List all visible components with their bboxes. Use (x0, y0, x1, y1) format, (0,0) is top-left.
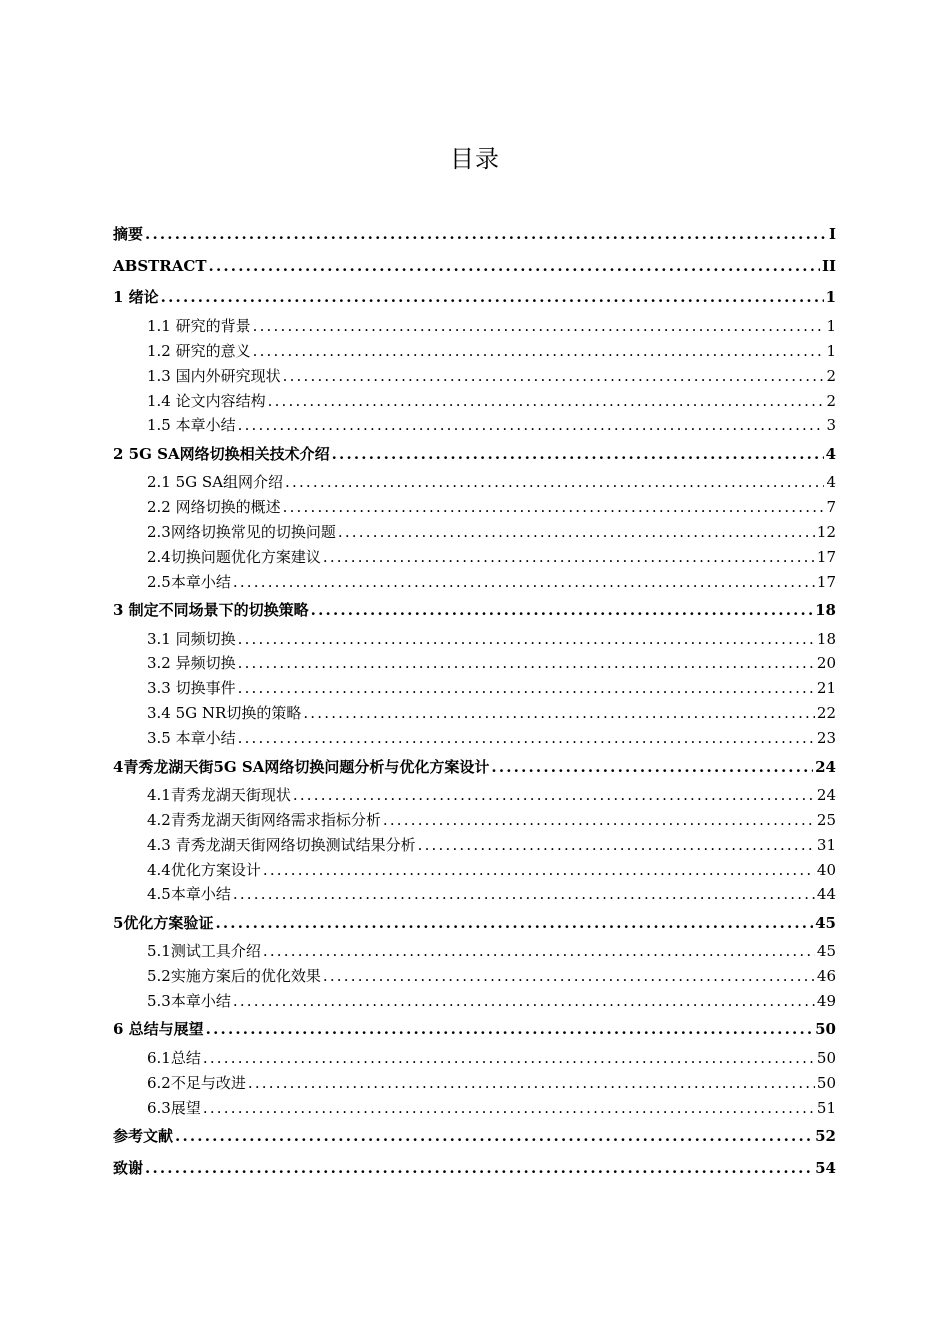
toc-leader (323, 546, 815, 568)
toc-page-number: 2 (826, 392, 836, 410)
toc-entry-label: 6.3展望 (147, 1099, 201, 1117)
toc-entry-label: 致谢 (113, 1159, 144, 1177)
toc-page-number: 18 (815, 601, 836, 619)
toc-entry[interactable] (113, 1125, 836, 1147)
toc-entry[interactable] (147, 883, 836, 905)
toc-page-number: 1 (825, 288, 836, 306)
toc-page-number: I (828, 225, 836, 243)
toc-entry-label: 2.5本章小结 (147, 573, 231, 591)
toc-entry[interactable] (147, 702, 836, 724)
toc-leader (293, 784, 815, 806)
toc-entry-label: 1.3 国内外研究现状 (147, 367, 281, 385)
toc-page-number: 45 (815, 914, 836, 932)
toc-leader (248, 1072, 815, 1094)
toc-leader (253, 340, 825, 362)
toc-entry-label: 2.4切换问题优化方案建议 (147, 548, 321, 566)
toc-page-number: 22 (816, 704, 836, 722)
toc-entry[interactable] (147, 859, 836, 881)
toc-leader (238, 414, 825, 436)
toc-page-number: 7 (826, 498, 836, 516)
toc-page-number: 21 (816, 679, 836, 697)
toc-page-number: 1 (826, 317, 836, 335)
toc-page-number: 50 (815, 1020, 836, 1038)
toc-entry[interactable] (147, 365, 836, 387)
toc-entry[interactable] (113, 912, 836, 934)
toc-entry-label: ABSTRACT (113, 257, 207, 275)
toc-page-number: 12 (816, 523, 836, 541)
toc-page-number: 25 (816, 811, 836, 829)
toc-leader (283, 365, 825, 387)
toc-entry-label: 3.5 本章小结 (147, 729, 236, 747)
toc-page-number: 45 (816, 942, 836, 960)
page-title: 目录 (450, 145, 500, 173)
toc-entry[interactable] (147, 834, 836, 856)
toc-page-number: 24 (815, 758, 836, 776)
toc-leader (209, 255, 820, 277)
toc-entry[interactable] (147, 940, 836, 962)
toc-leader (263, 859, 815, 881)
toc-page-number: 50 (816, 1049, 836, 1067)
toc-leader (238, 652, 815, 674)
toc-entry[interactable] (113, 1018, 836, 1040)
toc-entry[interactable] (147, 496, 836, 518)
toc-entry-label: 3 制定不同场景下的切换策略 (113, 601, 309, 619)
toc-entry[interactable] (147, 315, 836, 337)
toc-entry[interactable] (113, 286, 836, 308)
toc-entry-label: 5.3本章小结 (147, 992, 231, 1010)
toc-leader (206, 1018, 813, 1040)
toc-leader (238, 677, 815, 699)
toc-entry[interactable] (147, 1072, 836, 1094)
toc-entry-label: 2.2 网络切换的概述 (147, 498, 281, 516)
toc-page-number: 4 (826, 473, 836, 491)
toc-entry-label: 4.2青秀龙湖天街网络需求指标分析 (147, 811, 381, 829)
toc-leader (323, 965, 815, 987)
toc-entry-label: 3.4 5G NR切换的策略 (147, 704, 302, 722)
toc-leader (238, 628, 815, 650)
toc-page-number: 23 (816, 729, 836, 747)
toc-leader (145, 223, 827, 245)
toc-entry-label: 2.1 5G SA组网介绍 (147, 473, 284, 491)
toc-entry-label: 5.1测试工具介绍 (147, 942, 261, 960)
toc-leader (238, 727, 815, 749)
toc-page-number: 20 (816, 654, 836, 672)
toc-leader (283, 496, 825, 518)
toc-leader (491, 756, 813, 778)
toc-leader (145, 1157, 813, 1179)
toc-entry[interactable] (113, 599, 836, 621)
toc-page-number: 2 (826, 367, 836, 385)
toc-entry-label: 6.1总结 (147, 1049, 201, 1067)
toc-leader (418, 834, 815, 856)
toc-entry[interactable] (113, 1157, 836, 1179)
toc-page-number: 31 (816, 836, 836, 854)
toc-entry-label: 6.2不足与改进 (147, 1074, 246, 1092)
toc-entry-label: 3.2 异频切换 (147, 654, 236, 672)
toc-page-number: 3 (826, 416, 836, 434)
toc-entry-label: 6 总结与展望 (113, 1020, 204, 1038)
toc-leader (285, 471, 824, 493)
toc-entry[interactable] (147, 414, 836, 436)
toc-leader (161, 286, 824, 308)
toc-leader (233, 990, 815, 1012)
toc-page-number: 46 (816, 967, 836, 985)
toc-entry[interactable] (147, 784, 836, 806)
toc-entry[interactable] (147, 809, 836, 831)
toc-leader (233, 883, 815, 905)
toc-entry-label: 2 5G SA网络切换相关技术介绍 (113, 445, 330, 463)
toc-entry[interactable] (147, 1097, 836, 1119)
toc-entry-label: 摘要 (113, 225, 144, 243)
toc-page-number: II (821, 257, 836, 275)
toc-entry-label: 4青秀龙湖天街5G SA网络切换问题分析与优化方案设计 (113, 758, 490, 776)
toc-leader (303, 702, 815, 724)
toc-entry[interactable] (147, 990, 836, 1012)
toc-page-number: 40 (816, 861, 836, 879)
toc-entry[interactable] (147, 471, 836, 493)
toc-page-number: 54 (815, 1159, 836, 1177)
toc-entry-label: 4.1青秀龙湖天街现状 (147, 786, 291, 804)
toc-leader (233, 571, 815, 593)
toc-leader (338, 521, 815, 543)
toc-entry-label: 1.2 研究的意义 (147, 342, 251, 360)
toc-entry[interactable] (147, 571, 836, 593)
toc-entry-label: 3.1 同频切换 (147, 630, 236, 648)
toc-page-number: 49 (816, 992, 836, 1010)
toc-page-number: 50 (816, 1074, 836, 1092)
toc-entry[interactable] (147, 390, 836, 412)
toc-entry-label: 1.5 本章小结 (147, 416, 236, 434)
toc-page-number: 24 (816, 786, 836, 804)
toc-entry-label: 1 绪论 (113, 288, 159, 306)
toc-page-number: 4 (825, 445, 836, 463)
toc-entry-label: 参考文献 (113, 1127, 174, 1145)
toc-entry[interactable] (113, 255, 836, 277)
toc-entry-label: 4.4优化方案设计 (147, 861, 261, 879)
toc-page-number: 17 (816, 548, 836, 566)
toc-page-number: 17 (816, 573, 836, 591)
toc-entry[interactable] (147, 727, 836, 749)
toc-leader (215, 912, 813, 934)
toc-page-number: 52 (815, 1127, 836, 1145)
toc-leader (253, 315, 825, 337)
toc-entry[interactable] (113, 223, 836, 245)
toc-leader (175, 1125, 813, 1147)
toc-page-number: 1 (826, 342, 836, 360)
toc-leader (268, 390, 825, 412)
toc-leader (203, 1097, 815, 1119)
toc-leader (332, 443, 824, 465)
toc-entry[interactable] (147, 340, 836, 362)
toc-entry[interactable] (147, 965, 836, 987)
toc-entry-label: 3.3 切换事件 (147, 679, 236, 697)
toc-page-number: 51 (816, 1099, 836, 1117)
toc-entry[interactable] (147, 546, 836, 568)
toc-entry[interactable] (147, 677, 836, 699)
toc-entry[interactable] (147, 1047, 836, 1069)
toc-entry-label: 5优化方案验证 (113, 914, 214, 932)
toc-entry-label: 4.3 青秀龙湖天街网络切换测试结果分析 (147, 836, 416, 854)
toc-entry-label: 1.1 研究的背景 (147, 317, 251, 335)
toc-entry[interactable] (113, 756, 836, 778)
toc-leader (203, 1047, 815, 1069)
toc-entry-label: 4.5本章小结 (147, 885, 231, 903)
toc-leader (383, 809, 815, 831)
toc-entry[interactable] (147, 521, 836, 543)
toc-page-number: 44 (816, 885, 836, 903)
toc-entry[interactable] (113, 443, 836, 465)
toc-entry-label: 2.3网络切换常见的切换问题 (147, 523, 336, 541)
toc-entry-label: 1.4 论文内容结构 (147, 392, 266, 410)
toc-entry[interactable] (147, 652, 836, 674)
toc-entry[interactable] (147, 628, 836, 650)
toc-leader (311, 599, 813, 621)
toc-entry-label: 5.2实施方案后的优化效果 (147, 967, 321, 985)
toc-leader (263, 940, 815, 962)
toc-page-number: 18 (816, 630, 836, 648)
